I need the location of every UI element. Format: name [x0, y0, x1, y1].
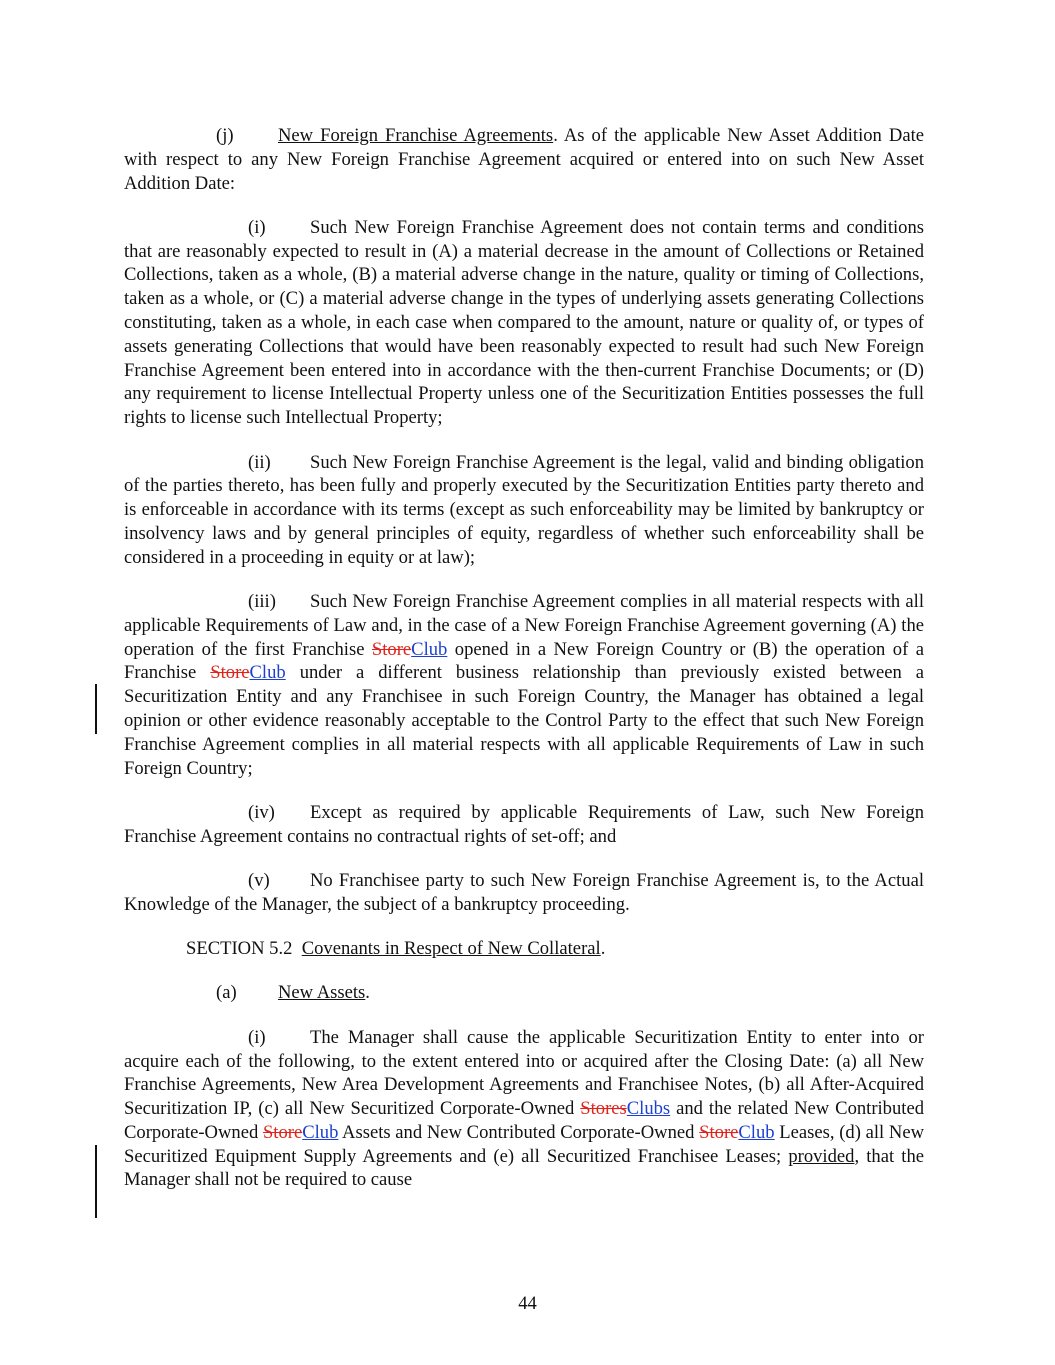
- clause-text: Such New Foreign Franchise Agreement is the legal, valid and binding obligation of the parties thereto, has been fully and properly executed by the Securitization Entities party thereto and is enforceable in accordance with its terms (except as such enforceability may be limited by bankruptcy or insolvency laws and by general principles of equity, regardless of whether such enforceability shall be considered in a proceeding in equity or at law);: [124, 451, 924, 568]
- revision-change-bar: [95, 1145, 97, 1218]
- clause-number: (i): [248, 1026, 266, 1048]
- deleted-text: Store: [699, 1121, 739, 1143]
- clause-number: (iv): [248, 801, 275, 823]
- clause-text: . As of the applicable New Asset Addition Date with respect to any New Foreign Franchise Agreement acquired or entered into on such New Asset Addition Date:: [124, 125, 924, 194]
- page-number: 44: [518, 1293, 537, 1314]
- paragraph-a-i: [124, 1026, 924, 1193]
- paragraph-i: [124, 216, 924, 430]
- clause-text: The Manager shall cause the applicable Securitization Entity to enter into or acquire each of the following, to the extent entered into or acquired after the Closing Date: (a) all New Franchise Agreements, New Area Development Agreements and Franchisee Notes, (b) all After-Acquired Securitization IP, (c) all New Securitized Corporate-Owned: [124, 1026, 924, 1120]
- inserted-text: Club: [302, 1121, 339, 1143]
- clause-number: (iii): [248, 591, 276, 613]
- revision-change-bar: [95, 684, 97, 734]
- section-label: SECTION 5.2: [186, 938, 293, 960]
- inserted-text: Club: [738, 1121, 775, 1143]
- clause-text: and the related New Contributed Corporate-Owned: [124, 1098, 924, 1143]
- document-body: [124, 124, 924, 1213]
- clause-number: (a): [216, 982, 237, 1004]
- clause-text: Such New Foreign Franchise Agreement complies in all material respects with all applicable Requirements of Law and, in the case of a New Foreign Franchise Agreement governing (A) the operation of the first Franchise: [124, 591, 924, 660]
- clause-text: Except as required by applicable Requirements of Law, such New Foreign Franchise Agreement contains no contractual rights of set-off; and: [124, 801, 924, 847]
- clause-text: opened in a New Foreign Country or (B) the operation of a Franchise: [124, 638, 924, 684]
- clause-number: (i): [248, 216, 266, 238]
- clause-text: , that the Manager shall not be required to cause: [124, 1145, 925, 1191]
- clause-number: (v): [248, 870, 270, 892]
- clause-number: (j): [216, 125, 234, 146]
- inserted-text: Club: [411, 638, 448, 660]
- clause-text: Leases, (d) all New Securitized Equipment Supply Agreements and (e) all Securitized Franchisee Leases;: [124, 1121, 924, 1167]
- paragraph-j: [124, 124, 924, 195]
- inserted-text: Clubs: [626, 1098, 671, 1120]
- paragraph-iii: [124, 590, 924, 780]
- inserted-text: Club: [249, 662, 286, 684]
- section-heading: [124, 937, 924, 961]
- clause-text: Such New Foreign Franchise Agreement does not contain terms and conditions that are reasonably expected to result in (A) a material decrease in the amount of Collections or Retained Collections, taken as a whole, (B) a material adverse change in the nature, quality or timing of Collections, taken as a whole, or (C) a material adverse change in the types of underlying assets generating Collections constituting, taken as a whole, in each case when compared to the amount, nature or quality of, or types of assets generating Collections that would have been reasonably expected to result had such New Foreign Franchise Agreement been entered into in accordance with the then-current Franchise Documents; or (D) any requirement to license Intellectual Property unless one of the Securitization Entities possesses the full rights to license such Intellectual Property;: [124, 216, 924, 429]
- paragraph-iv: [124, 801, 924, 849]
- clause-text: under a different business relationship than previously existed between a Securitization Entity and any Franchisee in such Foreign Country, the Manager has obtained a legal opinion or other evidence reasonably acceptable to the Control Party to the effect that such New Foreign Franchise Agreement complies in all material respects with all applicable Requirements of Law in such Foreign Country;: [124, 662, 925, 779]
- deleted-text: Store: [262, 1121, 303, 1143]
- deleted-text: Store: [210, 662, 250, 684]
- deleted-text: Stores: [580, 1098, 627, 1120]
- clause-text: Assets and New Contributed Corporate-Owned: [338, 1121, 700, 1143]
- clause-number: (ii): [248, 451, 271, 473]
- deleted-text: Store: [371, 638, 412, 660]
- section-period: .: [600, 938, 606, 960]
- paragraph-ii: [124, 451, 924, 570]
- clause-text: No Franchisee party to such New Foreign Franchise Agreement is, to the Actual Knowledge of the Manager, the subject of a bankruptcy proceeding.: [124, 870, 924, 915]
- section-title: Covenants in Respect of New Collateral: [301, 938, 601, 960]
- paragraph-a: [124, 981, 924, 1005]
- clause-heading: New Foreign Franchise Agreements: [278, 125, 554, 146]
- provided-term: provided: [788, 1145, 855, 1167]
- clause-period: .: [365, 982, 370, 1004]
- paragraph-v: [124, 869, 924, 917]
- clause-heading: New Assets: [278, 982, 366, 1004]
